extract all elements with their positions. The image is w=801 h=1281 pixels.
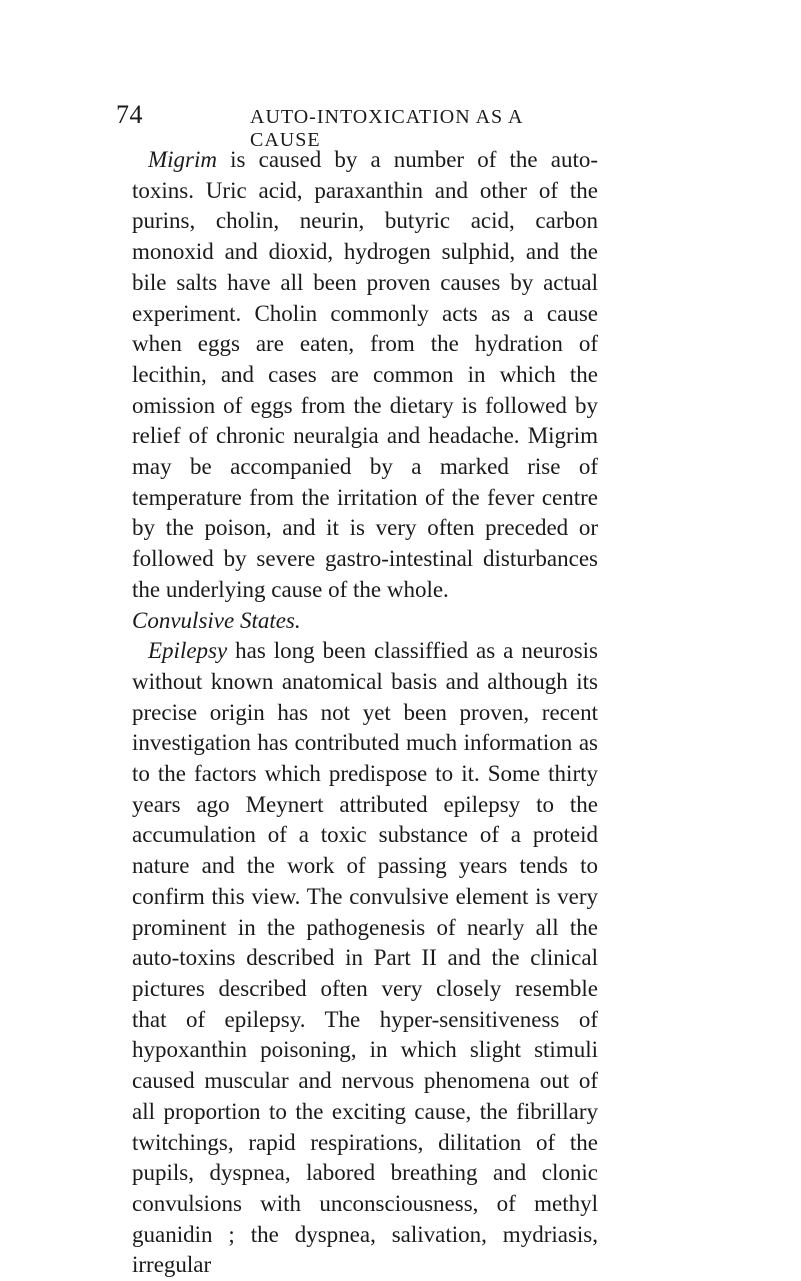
paragraph-epilepsy xyxy=(132,636,598,1281)
paragraph-migrim xyxy=(132,145,598,606)
paragraph-text: has long been classiffied as a neurosis without known anatomical basis and although its precise origin has not yet been proven, recent investigation has contributed much information as to the factors which predispose to it. Some thirty years ago Meynert attributed epilepsy to the accumulation of a toxic substance of a proteid nature and the work of passing years tends to confirm this view. The convulsive element is very prominent in the pathogenesis of nearly all the auto-toxins described in Part II and the clinical pictures described often very closely resemble that of epilepsy. The hyper-sensitiveness of hypoxanthin poisoning, in which slight stimuli caused muscular and nervous phenomena out of all proportion to the exciting cause, the fibrillary twitchings, rapid respirations, dilitation of the pupils, dyspnea, labored breathing and clonic convulsions with unconsciousness, of methyl guanidin ; the dyspnea, salivation, mydriasis, irregular xyxy=(132,638,598,1278)
body-text xyxy=(132,145,598,1281)
paragraph-lead-term: Epilepsy xyxy=(148,638,228,664)
page-header xyxy=(116,100,596,151)
paragraph-lead-term: Migrim xyxy=(148,147,217,172)
paragraph-text: is caused by a number of the auto-toxins. Uric acid, paraxanthin and other of the purins, cholin, neurin, butyric acid, carbon monoxid and dioxid, hydrogen sulphid, and the bile salts have all been proven causes by actual experiment. Cholin commonly acts as a cause when eggs are eaten, from the hydration of lecithin, and cases are common in which the omission of eggs from the dietary is followed by relief of chronic neuralgia and headache. Migrim may be accompanied by a marked rise of temperature from the irritation of the fever centre by the poison, and it is very often preceded or followed by severe gastro-intestinal disturbances the underlying cause of the whole. xyxy=(132,147,598,602)
section-heading: Convulsive States. xyxy=(132,607,301,633)
page-number: 74 xyxy=(116,100,143,129)
running-head: AUTO-INTOXICATION AS A CAUSE xyxy=(250,106,523,151)
